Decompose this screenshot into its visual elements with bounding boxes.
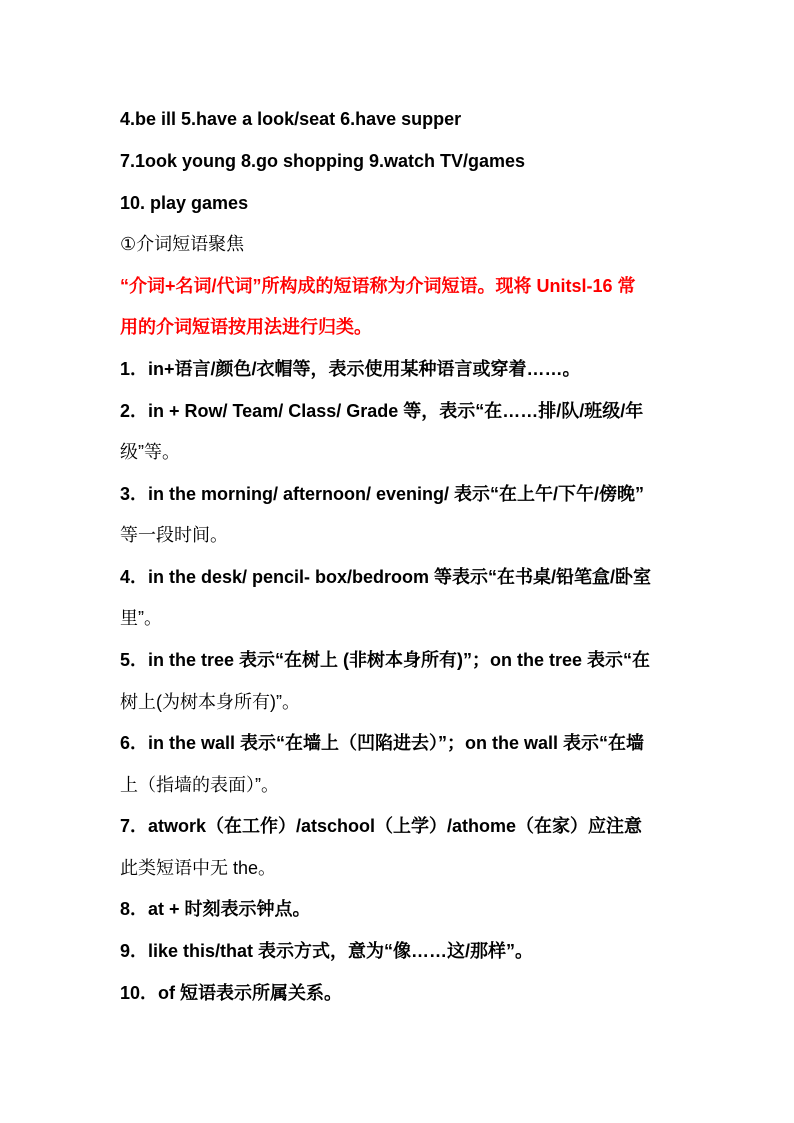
rule-6-line-1: 6．in the wall 表示“在墙上（凹陷进去）”；on the wall 表示“在墙 [120,733,645,753]
rule-7-line-2: 此类短语中无 the。 [120,858,277,878]
intro-line-2: 用的介词短语按用法进行归类。 [120,317,372,337]
rule-5-line-1: 5．in the tree 表示“在树上 (非树本身所有)”；on the tree 表示“在 [120,650,651,670]
rule-7-line-1: 7．atwork（在工作）/atschool（上学）/athome（在家）应注意 [120,816,643,836]
intro-line-1: “介词+名词/代词”所构成的短语称为介词短语。现将 Unitsl-16 常 [120,276,636,296]
phrase-list-line-1: 4.be ill 5.have a look/seat 6.have supper [120,109,462,129]
phrase-list-line-2: 7.1ook young 8.go shopping 9.watch TV/games [120,151,526,171]
rule-3-line-2: 等一段时间。 [120,525,228,545]
rule-8: 8．at + 时刻表示钟点。 [120,899,311,919]
rule-4-line-1: 4．in the desk/ pencil- box/bedroom 等表示“在书桌/铅笔盒/卧室 [120,567,652,587]
rule-2-line-1: 2．in + Row/ Team/ Class/ Grade 等，表示“在……排/队/班级/年 [120,401,644,421]
rule-9: 9．like this/that 表示方式，意为“像……这/那样”。 [120,941,534,961]
rule-3-line-1: 3．in the morning/ afternoon/ evening/ 表示“在上午/下午/傍晚” [120,484,645,504]
rule-6-line-2: 上（指墙的表面）”。 [120,775,279,795]
rule-10: 10．of 短语表示所属关系。 [120,983,343,1003]
section-heading: ①介词短语聚焦 [120,234,245,254]
phrase-list-line-3: 10. play games [120,193,249,213]
rule-5-line-2: 树上(为树本身所有)”。 [120,692,300,712]
rule-4-line-2: 里”。 [120,608,162,628]
rule-1: 1．in+语言/颜色/衣帽等，表示使用某种语言或穿着……。 [120,359,581,379]
rule-2-line-2: 级”等。 [120,442,180,462]
